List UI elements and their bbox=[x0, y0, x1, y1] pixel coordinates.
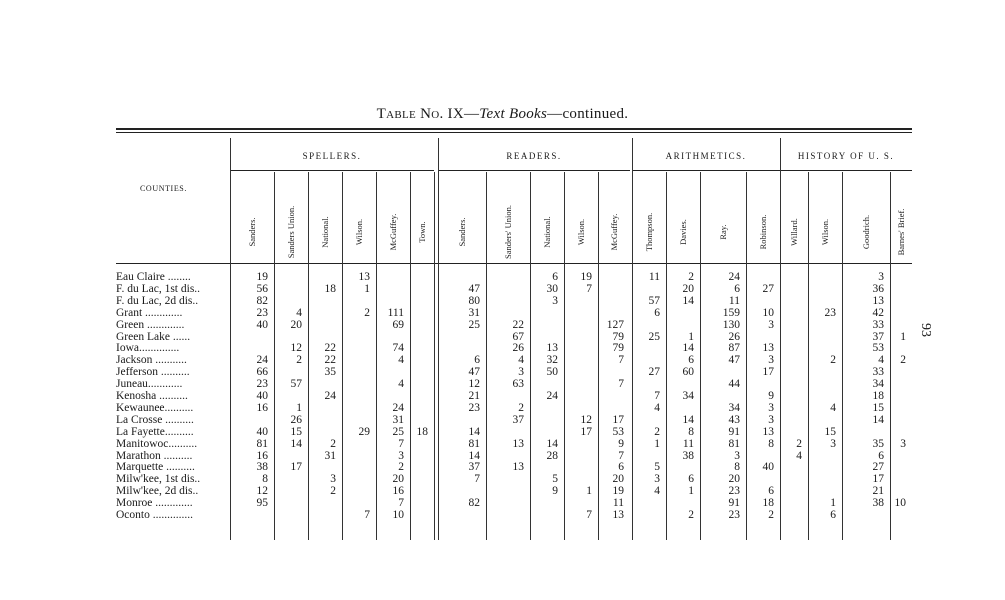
table-cell: 21 bbox=[872, 485, 884, 498]
column-divider bbox=[434, 172, 435, 540]
table-cell: 7 bbox=[586, 282, 592, 295]
table-cell: 87 bbox=[728, 342, 740, 355]
top-rule-thin bbox=[116, 132, 912, 133]
table-cell: 34 bbox=[728, 401, 740, 414]
column-header: McGuffey. bbox=[388, 213, 398, 251]
table-cell: 81 bbox=[468, 437, 480, 450]
table-cell: 37 bbox=[872, 330, 884, 343]
table-cell: 26 bbox=[512, 342, 524, 355]
table-cell: 20 bbox=[612, 473, 624, 486]
table-cell: 4 bbox=[796, 449, 802, 462]
table-cell: 40 bbox=[256, 390, 268, 402]
column-header: Sanders Union. bbox=[286, 205, 296, 259]
group-header: READERS. bbox=[506, 151, 562, 161]
table-cell: 63 bbox=[512, 378, 524, 391]
table-cell: 8 bbox=[768, 437, 774, 450]
group-underline bbox=[230, 170, 434, 171]
top-rule bbox=[116, 128, 912, 130]
table-cell: 20 bbox=[392, 473, 404, 486]
county-name: Marathon .......... bbox=[116, 449, 193, 462]
table-cell: 32 bbox=[546, 354, 558, 367]
table-cell: 14 bbox=[290, 437, 302, 450]
table-cell: 38 bbox=[682, 449, 694, 462]
table-cell: 57 bbox=[290, 378, 302, 391]
table-cell: 28 bbox=[546, 449, 558, 462]
county-name: Jefferson .......... bbox=[116, 366, 190, 379]
table-cell: 1 bbox=[830, 497, 836, 510]
table-cell: 2 bbox=[398, 461, 404, 474]
table-cell: 10 bbox=[762, 306, 774, 319]
table-cell: 33 bbox=[872, 366, 884, 379]
table-cell: 47 bbox=[468, 282, 480, 295]
table-cell: 4 bbox=[654, 485, 660, 498]
table-cell: 37 bbox=[468, 461, 480, 474]
table-cell: 3 bbox=[830, 437, 836, 450]
table-cell: 14 bbox=[468, 425, 480, 438]
table-cell: 6 bbox=[734, 282, 740, 295]
table-cell: 18 bbox=[416, 425, 428, 438]
table-cell: 4 bbox=[398, 354, 404, 367]
table-cell: 13 bbox=[358, 271, 370, 283]
table-cell: 33 bbox=[872, 318, 884, 331]
column-header: Sanders. bbox=[247, 217, 257, 247]
table-cell: 3 bbox=[552, 294, 558, 307]
table-cell: 6 bbox=[830, 509, 836, 521]
table-cell: 27 bbox=[648, 366, 660, 379]
table-cell: 40 bbox=[762, 461, 774, 474]
table-cell: 12 bbox=[290, 342, 302, 355]
table-cell: 4 bbox=[830, 401, 836, 414]
table-cell: 31 bbox=[392, 413, 404, 426]
table-cell: 23 bbox=[728, 509, 740, 521]
table-cell: 1 bbox=[688, 485, 694, 498]
table-cell: 8 bbox=[262, 473, 268, 486]
table-cell: 2 bbox=[654, 425, 660, 438]
table-cell: 35 bbox=[872, 437, 884, 450]
table-cell: 7 bbox=[618, 354, 624, 367]
table-cell: 7 bbox=[398, 437, 404, 450]
column-header: Sanders. bbox=[457, 217, 467, 247]
table-cell: 11 bbox=[648, 271, 660, 283]
table-cell: 79 bbox=[612, 330, 624, 343]
table-cell: 6 bbox=[878, 449, 884, 462]
table-cell: 2 bbox=[900, 354, 906, 367]
title-suffix: —continued. bbox=[547, 106, 629, 122]
table-cell: 10 bbox=[392, 509, 404, 521]
table-cell: 111 bbox=[387, 306, 404, 319]
county-name: Manitowoc.......... bbox=[116, 437, 198, 450]
table-cell: 1 bbox=[654, 437, 660, 450]
group-underline bbox=[438, 170, 630, 171]
table-cell: 130 bbox=[722, 318, 740, 331]
table-cell: 26 bbox=[728, 330, 740, 343]
table-cell: 80 bbox=[468, 294, 480, 307]
table-cell: 24 bbox=[392, 401, 404, 414]
table-cell: 13 bbox=[762, 425, 774, 438]
table-cell: 31 bbox=[324, 449, 336, 462]
table-cell: 27 bbox=[762, 282, 774, 295]
table-cell: 35 bbox=[324, 366, 336, 379]
table-cell: 36 bbox=[872, 282, 884, 295]
table-cell: 91 bbox=[728, 425, 740, 438]
table-cell: 25 bbox=[392, 425, 404, 438]
table-cell: 17 bbox=[612, 413, 624, 426]
table-cell: 69 bbox=[392, 318, 404, 331]
county-name: Grant ............. bbox=[116, 306, 183, 319]
table-cell: 7 bbox=[364, 509, 370, 521]
table-cell: 4 bbox=[654, 401, 660, 414]
county-name: Monroe ............. bbox=[116, 497, 193, 510]
page-number: 93 bbox=[918, 323, 933, 337]
group-header: ARITHMETICS. bbox=[665, 151, 747, 161]
table-cell: 31 bbox=[468, 306, 480, 319]
table-cell: 1 bbox=[296, 401, 302, 414]
table-cell: 22 bbox=[324, 342, 336, 355]
table-cell: 38 bbox=[872, 497, 884, 510]
table-cell: 17 bbox=[872, 473, 884, 486]
table-cell: 56 bbox=[256, 282, 268, 295]
table-cell: 29 bbox=[358, 425, 370, 438]
table-cell: 91 bbox=[728, 497, 740, 510]
table-cell: 14 bbox=[468, 449, 480, 462]
county-name: Milw'kee, 1st dis.. bbox=[116, 473, 201, 486]
table-cell: 19 bbox=[580, 271, 592, 283]
table-cell: 18 bbox=[762, 497, 774, 510]
county-name: Green ............. bbox=[116, 318, 185, 331]
group-underline bbox=[780, 170, 912, 171]
table-cell: 13 bbox=[612, 509, 624, 521]
title-prefix: Table No. IX— bbox=[376, 106, 480, 122]
table-cell: 2 bbox=[330, 437, 336, 450]
table-cell: 1 bbox=[688, 330, 694, 343]
table-title bbox=[0, 106, 1005, 123]
table-cell: 1 bbox=[586, 485, 592, 498]
column-header: National. bbox=[320, 216, 330, 248]
title-italic: Text Books bbox=[479, 106, 548, 122]
table-cell: 23 bbox=[256, 306, 268, 319]
table-cell: 18 bbox=[324, 282, 336, 295]
table-cell: 57 bbox=[648, 294, 660, 307]
table-cell: 159 bbox=[722, 306, 740, 319]
table-cell: 3 bbox=[768, 318, 774, 331]
table-cell: 6 bbox=[768, 485, 774, 498]
table-cell: 7 bbox=[618, 378, 624, 391]
table-cell: 8 bbox=[688, 425, 694, 438]
table-cell: 50 bbox=[546, 366, 558, 379]
table-cell: 14 bbox=[682, 294, 694, 307]
table-cell: 53 bbox=[612, 425, 624, 438]
table-cell: 12 bbox=[256, 485, 268, 498]
table-cell: 3 bbox=[654, 473, 660, 486]
header-bottom-rule bbox=[116, 263, 912, 264]
table-cell: 2 bbox=[688, 271, 694, 283]
table-cell: 47 bbox=[468, 366, 480, 379]
table-cell: 24 bbox=[728, 271, 740, 283]
table-cell: 67 bbox=[512, 330, 524, 343]
table-cell: 16 bbox=[392, 485, 404, 498]
column-header: Wilson. bbox=[354, 218, 364, 246]
table-cell: 6 bbox=[618, 461, 624, 474]
column-header: Davies. bbox=[678, 219, 688, 245]
table-cell: 42 bbox=[872, 306, 884, 319]
table-cell: 44 bbox=[728, 378, 740, 391]
table-cell: 1 bbox=[364, 282, 370, 295]
table-cell: 23 bbox=[728, 485, 740, 498]
table-cell: 17 bbox=[290, 461, 302, 474]
table-cell: 16 bbox=[256, 449, 268, 462]
county-name: Kewaunee.......... bbox=[116, 401, 194, 414]
table-cell: 17 bbox=[762, 366, 774, 379]
table-cell: 66 bbox=[256, 366, 268, 379]
table-cell: 9 bbox=[618, 437, 624, 450]
column-divider bbox=[342, 172, 343, 540]
table-cell: 22 bbox=[512, 318, 524, 331]
table-cell: 6 bbox=[688, 473, 694, 486]
table-cell: 2 bbox=[688, 509, 694, 521]
county-name: Iowa.............. bbox=[116, 342, 180, 355]
table-cell: 3 bbox=[768, 401, 774, 414]
table-cell: 3 bbox=[768, 413, 774, 426]
table-cell: 2 bbox=[364, 306, 370, 319]
table-cell: 16 bbox=[256, 401, 268, 414]
county-name: Marquette .......... bbox=[116, 461, 195, 474]
table-cell: 6 bbox=[654, 306, 660, 319]
table-cell: 74 bbox=[392, 342, 404, 355]
table-cell: 20 bbox=[290, 318, 302, 331]
table-cell: 40 bbox=[256, 425, 268, 438]
table-cell: 7 bbox=[618, 449, 624, 462]
table-cell: 2 bbox=[796, 437, 802, 450]
column-header: Town. bbox=[417, 221, 427, 243]
county-name: Green Lake ...... bbox=[116, 330, 191, 343]
table-cell: 25 bbox=[468, 318, 480, 331]
table-cell: 17 bbox=[580, 425, 592, 438]
group-header: SPELLERS. bbox=[302, 151, 362, 161]
table-cell: 5 bbox=[654, 461, 660, 474]
table-cell: 38 bbox=[256, 461, 268, 474]
county-name: F. du Lac, 1st dis.. bbox=[116, 282, 201, 295]
table-cell: 2 bbox=[518, 401, 524, 414]
table-cell: 11 bbox=[682, 437, 694, 450]
table-cell: 19 bbox=[256, 271, 268, 283]
column-header: Sanders' Union. bbox=[503, 205, 513, 259]
group-underline bbox=[632, 170, 780, 171]
table-cell: 23 bbox=[256, 378, 268, 391]
table-cell: 43 bbox=[728, 413, 740, 426]
table-cell: 23 bbox=[468, 401, 480, 414]
table-cell: 79 bbox=[612, 342, 624, 355]
table-cell: 9 bbox=[552, 485, 558, 498]
table-cell: 3 bbox=[398, 449, 404, 462]
table-cell: 2 bbox=[768, 509, 774, 521]
table-cell: 9 bbox=[768, 390, 774, 402]
table-cell: 34 bbox=[872, 378, 884, 391]
group-header: HISTORY OF U. S. bbox=[797, 151, 895, 161]
table-cell: 14 bbox=[682, 413, 694, 426]
table-cell: 40 bbox=[256, 318, 268, 331]
table-cell: 81 bbox=[256, 437, 268, 450]
column-header: Wilson. bbox=[576, 218, 586, 246]
table-cell: 7 bbox=[398, 497, 404, 510]
table-cell: 30 bbox=[546, 282, 558, 295]
county-name: La Fayette.......... bbox=[116, 425, 194, 438]
table-cell: 6 bbox=[552, 271, 558, 283]
table-cell: 5 bbox=[552, 473, 558, 486]
table-cell: 20 bbox=[728, 473, 740, 486]
county-name: Juneau............ bbox=[116, 378, 183, 391]
column-header: Wilson. bbox=[820, 218, 830, 246]
county-name: Milw'kee, 2d dis.. bbox=[116, 485, 199, 498]
table-cell: 13 bbox=[546, 342, 558, 355]
table-cell: 13 bbox=[512, 437, 524, 450]
column-divider bbox=[564, 172, 565, 540]
table-cell: 6 bbox=[688, 354, 694, 367]
table-cell: 13 bbox=[872, 294, 884, 307]
table-cell: 4 bbox=[398, 378, 404, 391]
column-header: Thompson. bbox=[644, 212, 654, 252]
table-cell: 22 bbox=[324, 354, 336, 367]
table-cell: 13 bbox=[512, 461, 524, 474]
table-cell: 82 bbox=[468, 497, 480, 510]
table-cell: 82 bbox=[256, 294, 268, 307]
table-cell: 4 bbox=[518, 354, 524, 367]
table-cell: 2 bbox=[330, 485, 336, 498]
table-cell: 26 bbox=[290, 413, 302, 426]
county-name: Kenosha .......... bbox=[116, 390, 188, 402]
column-header: McGuffey. bbox=[609, 213, 619, 251]
table-cell: 15 bbox=[872, 401, 884, 414]
county-name: Oconto .............. bbox=[116, 509, 193, 521]
table-cell: 15 bbox=[824, 425, 836, 438]
table-cell: 11 bbox=[728, 294, 740, 307]
table-cell: 53 bbox=[872, 342, 884, 355]
table-cell: 24 bbox=[546, 390, 558, 402]
table-cell: 1 bbox=[900, 330, 906, 343]
table-cell: 14 bbox=[872, 413, 884, 426]
counties-label: COUNTIES. bbox=[140, 184, 187, 193]
column-header: Robinson. bbox=[758, 214, 768, 250]
table-cell: 2 bbox=[830, 354, 836, 367]
table-cell: 3 bbox=[734, 449, 740, 462]
table-cell: 18 bbox=[872, 390, 884, 402]
table-cell: 127 bbox=[606, 318, 624, 331]
county-name: F. du Lac, 2d dis.. bbox=[116, 294, 199, 307]
group-divider bbox=[780, 138, 781, 540]
county-name: Eau Claire ........ bbox=[116, 271, 191, 283]
table-cell: 47 bbox=[728, 354, 740, 367]
table-cell: 4 bbox=[878, 354, 884, 367]
table-cell: 12 bbox=[580, 413, 592, 426]
table-cell: 21 bbox=[468, 390, 480, 402]
table-cell: 3 bbox=[768, 354, 774, 367]
table-cell: 37 bbox=[512, 413, 524, 426]
county-name: La Crosse .......... bbox=[116, 413, 194, 426]
table-cell: 3 bbox=[900, 437, 906, 450]
table-cell: 3 bbox=[878, 271, 884, 283]
table-cell: 4 bbox=[296, 306, 302, 319]
table-cell: 12 bbox=[468, 378, 480, 391]
county-name: Jackson ........... bbox=[116, 354, 187, 367]
column-header: National. bbox=[542, 216, 552, 248]
table-cell: 81 bbox=[728, 437, 740, 450]
table-cell: 60 bbox=[682, 366, 694, 379]
table-cell: 15 bbox=[290, 425, 302, 438]
table-cell: 2 bbox=[296, 354, 302, 367]
column-header: Goodrich. bbox=[861, 214, 871, 250]
table-cell: 3 bbox=[330, 473, 336, 486]
table-cell: 7 bbox=[586, 509, 592, 521]
table-cell: 3 bbox=[518, 366, 524, 379]
table-cell: 23 bbox=[824, 306, 836, 319]
table-cell: 24 bbox=[324, 390, 336, 402]
table-cell: 13 bbox=[762, 342, 774, 355]
table-cell: 20 bbox=[682, 282, 694, 295]
column-header: Ray. bbox=[718, 224, 728, 240]
table-cell: 7 bbox=[474, 473, 480, 486]
table-cell: 7 bbox=[654, 390, 660, 402]
table-cell: 27 bbox=[872, 461, 884, 474]
table-cell: 11 bbox=[612, 497, 624, 510]
table-cell: 8 bbox=[734, 461, 740, 474]
table-cell: 95 bbox=[256, 497, 268, 510]
table-cell: 19 bbox=[612, 485, 624, 498]
column-header: Willard. bbox=[789, 218, 799, 246]
table-cell: 14 bbox=[682, 342, 694, 355]
table-cell: 25 bbox=[648, 330, 660, 343]
column-header: Barnes' Brief. bbox=[896, 208, 906, 256]
column-divider bbox=[410, 172, 411, 540]
table-cell: 10 bbox=[894, 497, 906, 510]
table-cell: 14 bbox=[546, 437, 558, 450]
table-cell: 24 bbox=[256, 354, 268, 367]
table-cell: 6 bbox=[474, 354, 480, 367]
table-cell: 34 bbox=[682, 390, 694, 402]
